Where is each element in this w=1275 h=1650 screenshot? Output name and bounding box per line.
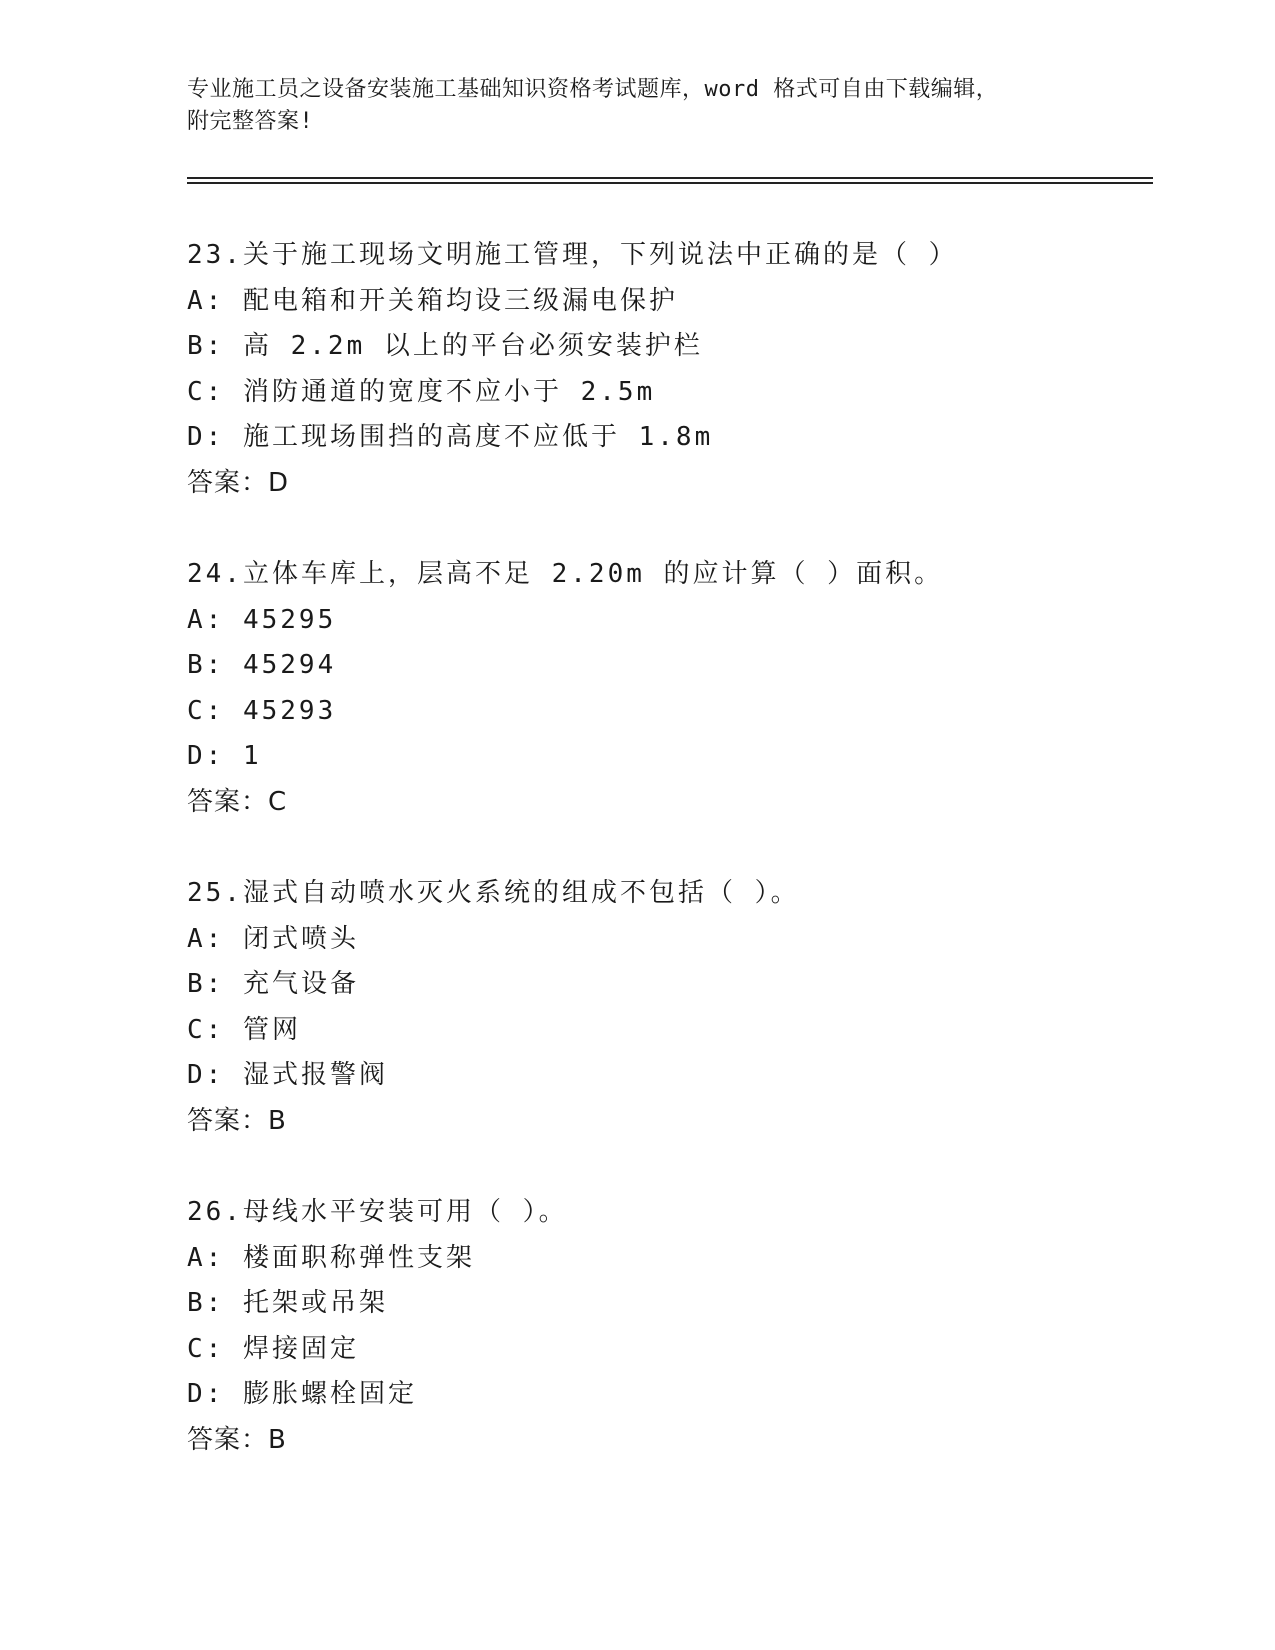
- option-text: 配电箱和开关箱均设三级漏电保护: [242, 285, 678, 316]
- option-text: 充气设备: [242, 969, 359, 999]
- option-label: A:: [187, 1242, 225, 1273]
- option-c: [187, 1008, 1147, 1054]
- option-label: C:: [187, 1014, 225, 1045]
- option-label: B:: [187, 1288, 225, 1318]
- answer-line: 答案：D: [187, 467, 290, 498]
- option-label: C:: [187, 1333, 225, 1364]
- option-label: B:: [187, 331, 225, 361]
- option-label: D:: [187, 1379, 225, 1409]
- option-text: 45295: [242, 604, 337, 635]
- option-label: A:: [187, 285, 225, 316]
- option-label: D:: [187, 741, 225, 771]
- document-header: [187, 74, 1087, 138]
- option-label: A:: [187, 923, 225, 954]
- question-title: 25.湿式自动喷水灭火系统的组成不包括（ ）。: [187, 878, 800, 908]
- option-label: D:: [187, 1060, 225, 1090]
- option-text: 45294: [242, 650, 337, 680]
- option-b: [187, 643, 1147, 689]
- question-title: 26.母线水平安装可用（ ）。: [187, 1197, 568, 1227]
- option-b: [187, 1281, 1147, 1327]
- option-d: [187, 415, 1147, 461]
- header-divider-bottom: [187, 182, 1153, 184]
- option-c: [187, 370, 1147, 416]
- option-text: 高 2.2m 以上的平台必须安装护栏: [242, 331, 703, 361]
- option-text: 45293: [242, 695, 337, 726]
- option-a: [187, 1236, 1147, 1282]
- option-d: [187, 1053, 1147, 1099]
- header-line-1: 专业施工员之设备安装施工基础知识资格考试题库，word 格式可自由下载编辑，: [187, 77, 999, 102]
- option-label: C:: [187, 695, 225, 726]
- option-text: 湿式报警阀: [242, 1060, 388, 1090]
- header-divider-top: [187, 177, 1153, 179]
- option-text: 托架或吊架: [242, 1288, 388, 1318]
- option-label: B:: [187, 969, 225, 999]
- option-text: 消防通道的宽度不应小于 2.5m: [242, 376, 656, 407]
- header-line-2: 附完整答案!: [187, 109, 314, 134]
- option-label: C:: [187, 376, 225, 407]
- option-d: [187, 1372, 1147, 1418]
- question-25: [187, 871, 1147, 1144]
- option-text: 焊接固定: [242, 1333, 359, 1364]
- option-text: 施工现场围挡的高度不应低于 1.8m: [242, 422, 714, 452]
- option-b: [187, 324, 1147, 370]
- option-text: 闭式喷头: [242, 923, 359, 954]
- option-label: D:: [187, 422, 225, 452]
- option-a: [187, 279, 1147, 325]
- answer-line: 答案：B: [187, 1424, 287, 1455]
- option-label: B:: [187, 650, 225, 680]
- answer-line: 答案：B: [187, 1105, 287, 1136]
- option-text: 楼面职称弹性支架: [242, 1242, 475, 1273]
- option-d: [187, 734, 1147, 780]
- option-a: [187, 917, 1147, 963]
- option-c: [187, 1327, 1147, 1373]
- option-text: 膨胀螺栓固定: [242, 1379, 417, 1409]
- option-c: [187, 689, 1147, 735]
- option-b: [187, 962, 1147, 1008]
- option-text: 1: [242, 741, 262, 771]
- option-label: A:: [187, 604, 225, 635]
- answer-line: 答案：C: [187, 786, 288, 817]
- question-26: [187, 1190, 1147, 1463]
- question-title: 24.立体车库上，层高不足 2.20m 的应计算（ ）面积。: [187, 559, 944, 589]
- question-title: 23.关于施工现场文明施工管理，下列说法中正确的是（ ）: [187, 240, 958, 270]
- question-23: [187, 233, 1147, 506]
- option-a: [187, 598, 1147, 644]
- option-text: 管网: [242, 1014, 301, 1045]
- question-24: [187, 552, 1147, 825]
